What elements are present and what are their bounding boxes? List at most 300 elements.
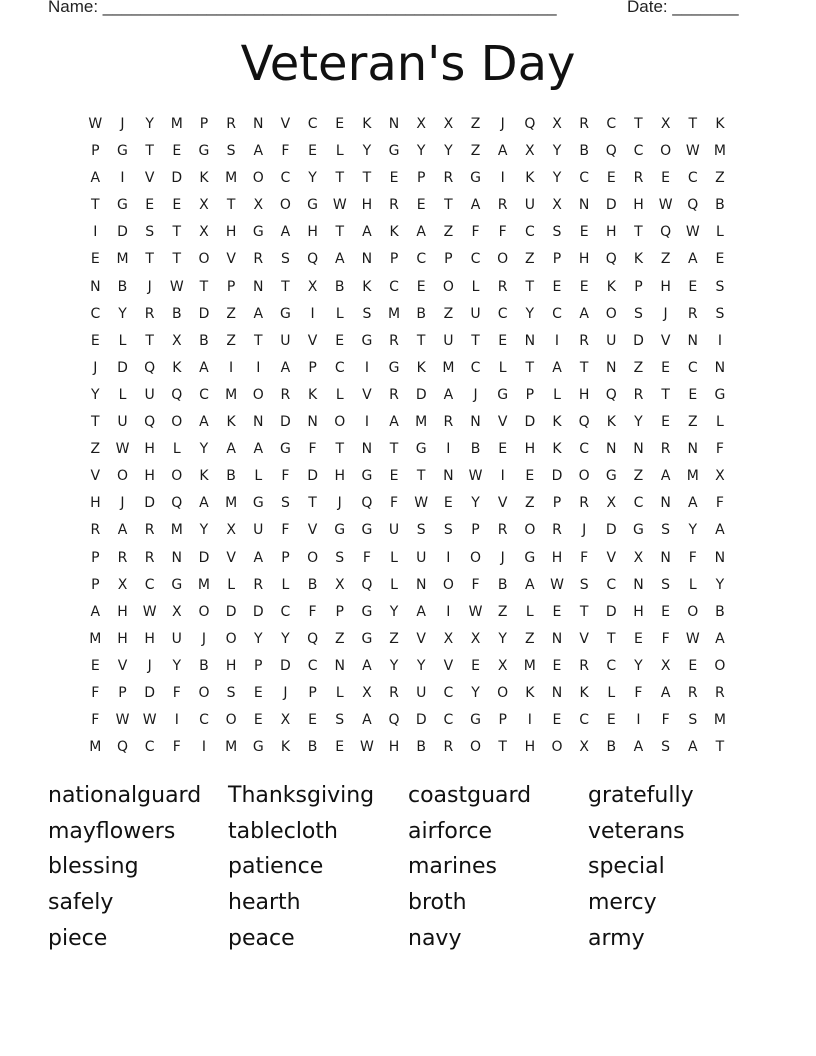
grid-letter[interactable]: D xyxy=(605,522,618,539)
grid-letter[interactable]: C xyxy=(552,305,563,322)
grid-letter[interactable]: H xyxy=(606,224,618,241)
grid-letter[interactable]: S xyxy=(280,251,291,268)
grid-letter[interactable]: B xyxy=(334,278,346,295)
grid-letter[interactable]: L xyxy=(118,332,127,349)
grid-letter[interactable]: T xyxy=(389,441,399,458)
grid-letter[interactable]: E xyxy=(253,684,264,701)
grid-letter[interactable]: O xyxy=(279,197,292,214)
grid-letter[interactable]: K xyxy=(416,359,427,376)
grid-letter[interactable]: D xyxy=(144,684,156,701)
grid-letter[interactable]: C xyxy=(199,712,210,729)
grid-letter[interactable]: F xyxy=(634,684,643,701)
grid-letter[interactable]: O xyxy=(442,278,455,295)
grid-letter[interactable]: J xyxy=(473,386,479,403)
grid-letter[interactable]: N xyxy=(687,441,699,458)
grid-letter[interactable]: B xyxy=(470,441,481,458)
grid-letter[interactable]: L xyxy=(716,414,725,431)
grid-letter[interactable]: B xyxy=(606,739,617,756)
grid-letter[interactable]: L xyxy=(390,549,399,566)
grid-letter[interactable]: K xyxy=(362,116,372,132)
grid-letter[interactable]: U xyxy=(416,549,427,566)
grid-letter[interactable]: A xyxy=(334,251,346,268)
grid-letter[interactable]: Q xyxy=(605,143,618,160)
grid-letter[interactable]: X xyxy=(715,468,726,485)
grid-letter[interactable]: E xyxy=(416,197,427,214)
grid-letter[interactable]: I xyxy=(636,712,642,729)
grid-letter[interactable]: N xyxy=(388,116,400,132)
grid-letter[interactable]: N xyxy=(633,576,645,593)
grid-letter[interactable]: A xyxy=(687,495,699,512)
grid-letter[interactable]: N xyxy=(551,684,563,701)
grid-letter[interactable]: J xyxy=(120,495,126,512)
grid-letter[interactable]: T xyxy=(199,278,209,295)
grid-letter[interactable]: E xyxy=(579,224,590,241)
grid-letter[interactable]: T xyxy=(145,143,155,160)
grid-letter[interactable]: A xyxy=(715,522,726,539)
grid-letter[interactable]: I xyxy=(554,332,560,349)
grid-letter[interactable]: R xyxy=(443,414,454,431)
grid-letter[interactable]: N xyxy=(660,549,672,566)
grid-letter[interactable]: E xyxy=(471,657,481,674)
grid-letter[interactable]: R xyxy=(90,522,101,539)
grid-letter[interactable]: O xyxy=(116,468,129,485)
grid-letter[interactable]: O xyxy=(470,739,482,756)
grid-letter[interactable]: P xyxy=(308,359,318,376)
grid-letter[interactable]: F xyxy=(661,630,671,647)
grid-letter[interactable]: V xyxy=(362,386,373,403)
grid-letter[interactable]: D xyxy=(633,332,645,349)
grid-letter[interactable]: A xyxy=(497,143,508,160)
grid-letter[interactable]: E xyxy=(90,332,101,349)
grid-letter[interactable]: F xyxy=(580,549,589,566)
grid-letter[interactable]: E xyxy=(661,359,671,376)
grid-letter[interactable]: G xyxy=(361,522,373,539)
grid-letter[interactable]: Y xyxy=(552,170,562,187)
grid-letter[interactable]: M xyxy=(170,522,184,539)
grid-letter[interactable]: O xyxy=(442,576,455,593)
grid-letter[interactable]: W xyxy=(468,468,483,485)
grid-letter[interactable]: Q xyxy=(116,739,129,756)
grid-letter[interactable]: L xyxy=(335,143,345,160)
grid-letter[interactable]: X xyxy=(579,739,590,756)
grid-letter[interactable]: F xyxy=(281,143,290,160)
grid-letter[interactable]: E xyxy=(552,278,562,295)
grid-letter[interactable]: H xyxy=(524,739,536,756)
grid-letter[interactable]: T xyxy=(362,170,372,187)
grid-letter[interactable]: I xyxy=(446,603,451,620)
grid-letter[interactable]: O xyxy=(497,684,509,701)
grid-letter[interactable]: E xyxy=(661,603,671,620)
grid-letter[interactable]: A xyxy=(280,359,291,376)
grid-letter[interactable]: V xyxy=(307,522,318,539)
grid-letter[interactable]: E xyxy=(606,712,617,729)
grid-letter[interactable]: Y xyxy=(253,630,264,647)
grid-letter[interactable]: E xyxy=(552,712,562,729)
grid-letter[interactable]: D xyxy=(307,468,319,485)
grid-letter[interactable]: Y xyxy=(552,143,562,160)
grid-letter[interactable]: K xyxy=(226,414,237,431)
grid-letter[interactable]: C xyxy=(579,712,590,729)
grid-letter[interactable]: Q xyxy=(361,576,373,593)
grid-letter[interactable]: U xyxy=(388,522,400,539)
grid-letter[interactable]: L xyxy=(525,603,535,620)
grid-letter[interactable]: R xyxy=(497,197,509,214)
grid-letter[interactable]: G xyxy=(252,224,265,241)
grid-letter[interactable]: L xyxy=(335,386,345,403)
grid-letter[interactable]: X xyxy=(525,143,536,160)
grid-letter[interactable]: X xyxy=(552,116,563,132)
grid-letter[interactable]: Z xyxy=(497,603,508,620)
grid-letter[interactable]: O xyxy=(225,712,238,729)
grid-letter[interactable]: H xyxy=(633,603,645,620)
grid-letter[interactable]: T xyxy=(281,278,291,295)
grid-letter[interactable]: V xyxy=(90,468,101,485)
grid-letter[interactable]: F xyxy=(362,549,372,566)
grid-letter[interactable]: U xyxy=(470,305,482,322)
grid-letter[interactable]: E xyxy=(335,739,345,756)
grid-letter[interactable]: D xyxy=(198,305,210,322)
grid-letter[interactable]: N xyxy=(470,414,482,431)
grid-letter[interactable]: Q xyxy=(388,712,401,729)
grid-letter[interactable]: T xyxy=(634,116,644,132)
grid-letter[interactable]: B xyxy=(117,278,128,295)
grid-letter[interactable]: I xyxy=(93,224,98,241)
grid-letter[interactable]: V xyxy=(497,495,508,512)
grid-letter[interactable]: W xyxy=(142,712,158,729)
grid-letter[interactable]: U xyxy=(524,197,536,214)
grid-letter[interactable]: R xyxy=(579,116,590,132)
grid-letter[interactable]: J xyxy=(500,116,506,132)
grid-letter[interactable]: B xyxy=(416,305,427,322)
grid-letter[interactable]: B xyxy=(171,305,183,322)
grid-letter[interactable]: T xyxy=(335,441,345,458)
grid-letter[interactable]: N xyxy=(253,116,264,132)
grid-letter[interactable]: N xyxy=(253,414,264,431)
grid-letter[interactable]: R xyxy=(253,251,264,268)
grid-letter[interactable]: W xyxy=(414,495,429,512)
grid-letter[interactable]: K xyxy=(199,170,210,187)
grid-letter[interactable]: H xyxy=(117,630,129,647)
grid-letter[interactable]: G xyxy=(307,197,319,214)
grid-letter[interactable]: Y xyxy=(444,143,454,160)
grid-letter[interactable]: E xyxy=(661,170,671,187)
grid-letter[interactable]: N xyxy=(171,549,183,566)
grid-letter[interactable]: Z xyxy=(470,143,481,160)
grid-letter[interactable]: G xyxy=(361,332,373,349)
grid-letter[interactable]: A xyxy=(579,305,590,322)
grid-letter[interactable]: R xyxy=(144,549,155,566)
grid-letter[interactable]: I xyxy=(446,549,451,566)
grid-letter[interactable]: F xyxy=(281,468,290,485)
grid-letter[interactable]: M xyxy=(225,495,238,512)
grid-letter[interactable]: K xyxy=(633,251,644,268)
grid-letter[interactable]: L xyxy=(281,576,290,593)
grid-letter[interactable]: R xyxy=(389,332,400,349)
grid-letter[interactable]: C xyxy=(470,359,481,376)
grid-letter[interactable]: H xyxy=(660,278,672,295)
grid-letter[interactable]: E xyxy=(498,332,508,349)
grid-letter[interactable]: X xyxy=(172,332,183,349)
grid-letter[interactable]: X xyxy=(443,116,454,132)
grid-letter[interactable]: H xyxy=(117,603,129,620)
grid-letter[interactable]: R xyxy=(226,116,237,132)
grid-letter[interactable]: O xyxy=(497,251,509,268)
grid-letter[interactable]: F xyxy=(91,684,100,701)
grid-letter[interactable]: G xyxy=(361,603,373,620)
grid-letter[interactable]: E xyxy=(443,495,454,512)
grid-letter[interactable]: N xyxy=(633,441,645,458)
grid-letter[interactable]: S xyxy=(226,684,237,701)
grid-letter[interactable]: H xyxy=(633,197,645,214)
grid-letter[interactable]: X xyxy=(117,576,128,593)
grid-letter[interactable]: R xyxy=(389,386,400,403)
grid-letter[interactable]: T xyxy=(172,224,182,241)
grid-letter[interactable]: Q xyxy=(687,197,699,214)
grid-letter[interactable]: F xyxy=(390,495,399,512)
grid-letter[interactable]: G xyxy=(334,522,346,539)
grid-letter[interactable]: K xyxy=(525,684,535,701)
grid-letter[interactable]: T xyxy=(715,739,725,756)
grid-letter[interactable]: X xyxy=(199,197,210,214)
grid-letter[interactable]: X xyxy=(470,630,481,647)
grid-letter[interactable]: K xyxy=(552,441,563,458)
grid-letter[interactable]: A xyxy=(117,522,128,539)
grid-letter[interactable]: F xyxy=(471,576,481,593)
grid-letter[interactable]: G xyxy=(361,468,373,485)
grid-letter[interactable]: B xyxy=(715,603,726,620)
grid-letter[interactable]: E xyxy=(416,278,427,295)
grid-letter[interactable]: H xyxy=(578,251,590,268)
grid-letter[interactable]: X xyxy=(253,197,264,214)
grid-letter[interactable]: Z xyxy=(470,116,481,132)
grid-letter[interactable]: O xyxy=(198,603,210,620)
grid-letter[interactable]: O xyxy=(171,468,183,485)
grid-letter[interactable]: C xyxy=(199,386,210,403)
grid-letter[interactable]: G xyxy=(415,441,428,458)
grid-letter[interactable]: Z xyxy=(226,332,237,349)
grid-letter[interactable]: V xyxy=(579,630,590,647)
grid-letter[interactable]: P xyxy=(444,251,454,268)
grid-letter[interactable]: K xyxy=(715,116,726,132)
grid-letter[interactable]: C xyxy=(443,684,454,701)
grid-letter[interactable]: G xyxy=(605,468,618,485)
grid-letter[interactable]: Y xyxy=(471,684,481,701)
grid-letter[interactable]: N xyxy=(415,576,427,593)
grid-letter[interactable]: W xyxy=(685,143,701,160)
grid-letter[interactable]: I xyxy=(174,712,180,729)
grid-letter[interactable]: J xyxy=(147,657,153,674)
grid-letter[interactable]: G xyxy=(252,739,265,756)
grid-letter[interactable]: T xyxy=(525,278,535,295)
grid-letter[interactable]: F xyxy=(281,522,290,539)
grid-letter[interactable]: Y xyxy=(308,170,318,187)
grid-letter[interactable]: G xyxy=(714,386,726,403)
grid-letter[interactable]: N xyxy=(443,468,455,485)
grid-letter[interactable]: T xyxy=(253,332,264,349)
grid-letter[interactable]: V xyxy=(280,116,291,132)
grid-letter[interactable]: K xyxy=(525,170,535,187)
grid-letter[interactable]: R xyxy=(687,684,699,701)
grid-letter[interactable]: E xyxy=(90,657,101,674)
grid-letter[interactable]: E xyxy=(606,170,617,187)
grid-letter[interactable]: V xyxy=(226,251,237,268)
grid-letter[interactable]: Y xyxy=(416,657,426,674)
grid-letter[interactable]: Y xyxy=(688,522,698,539)
grid-letter[interactable]: C xyxy=(579,170,590,187)
grid-letter[interactable]: Q xyxy=(171,495,183,512)
grid-letter[interactable]: E xyxy=(389,468,399,485)
grid-letter[interactable]: M xyxy=(388,305,401,322)
grid-letter[interactable]: L xyxy=(227,576,236,593)
grid-letter[interactable]: P xyxy=(91,549,101,566)
grid-letter[interactable]: J xyxy=(147,278,153,295)
grid-letter[interactable]: A xyxy=(416,603,427,620)
grid-letter[interactable]: O xyxy=(578,468,591,485)
grid-letter[interactable]: M xyxy=(686,468,700,485)
grid-letter[interactable]: E xyxy=(552,603,562,620)
grid-letter[interactable]: D xyxy=(280,414,292,431)
grid-letter[interactable]: C xyxy=(633,143,644,160)
grid-letter[interactable]: N xyxy=(361,441,373,458)
grid-letter[interactable]: Z xyxy=(525,630,536,647)
grid-letter[interactable]: T xyxy=(525,359,535,376)
grid-letter[interactable]: S xyxy=(661,739,671,756)
grid-letter[interactable]: A xyxy=(253,441,264,458)
grid-letter[interactable]: B xyxy=(307,576,318,593)
grid-letter[interactable]: Q xyxy=(578,414,591,431)
grid-letter[interactable]: N xyxy=(524,332,536,349)
grid-letter[interactable]: G xyxy=(117,197,129,214)
grid-letter[interactable]: N xyxy=(714,549,726,566)
grid-letter[interactable]: B xyxy=(199,657,210,674)
grid-letter[interactable]: H xyxy=(144,630,156,647)
grid-letter[interactable]: C xyxy=(687,170,699,187)
grid-letter[interactable]: P xyxy=(118,684,128,701)
grid-letter[interactable]: M xyxy=(442,359,455,376)
grid-letter[interactable]: T xyxy=(634,224,644,241)
grid-letter[interactable]: X xyxy=(443,630,454,647)
grid-letter[interactable]: M xyxy=(225,386,238,403)
grid-letter[interactable]: B xyxy=(497,576,508,593)
grid-letter[interactable]: Y xyxy=(281,630,291,647)
grid-letter[interactable]: B xyxy=(579,143,590,160)
grid-letter[interactable]: U xyxy=(416,684,427,701)
grid-letter[interactable]: U xyxy=(606,332,617,349)
grid-letter[interactable]: Y xyxy=(715,576,725,593)
grid-letter[interactable]: H xyxy=(144,468,156,485)
grid-letter[interactable]: O xyxy=(660,143,672,160)
grid-letter[interactable]: B xyxy=(226,468,237,485)
grid-letter[interactable]: Y xyxy=(145,116,155,132)
grid-letter[interactable]: N xyxy=(334,657,346,674)
grid-letter[interactable]: E xyxy=(308,143,318,160)
grid-letter[interactable]: K xyxy=(280,739,291,756)
grid-letter[interactable]: O xyxy=(225,630,238,647)
grid-letter[interactable]: D xyxy=(144,495,156,512)
grid-letter[interactable]: D xyxy=(117,359,129,376)
grid-letter[interactable]: D xyxy=(171,170,183,187)
grid-letter[interactable]: J xyxy=(283,684,288,701)
grid-letter[interactable]: S xyxy=(280,495,291,512)
grid-letter[interactable]: E xyxy=(172,197,182,214)
grid-letter[interactable]: D xyxy=(280,657,292,674)
grid-letter[interactable]: R xyxy=(144,522,155,539)
grid-letter[interactable]: G xyxy=(198,143,210,160)
grid-letter[interactable]: K xyxy=(389,224,400,241)
grid-letter[interactable]: O xyxy=(252,170,265,187)
grid-letter[interactable]: D xyxy=(117,224,129,241)
grid-letter[interactable]: N xyxy=(253,278,264,295)
grid-letter[interactable]: X xyxy=(307,278,318,295)
grid-letter[interactable]: W xyxy=(142,603,158,620)
grid-letter[interactable]: O xyxy=(524,522,536,539)
grid-letter[interactable]: Z xyxy=(443,305,454,322)
grid-letter[interactable]: L xyxy=(471,278,480,295)
grid-letter[interactable]: I xyxy=(527,712,533,729)
grid-letter[interactable]: C xyxy=(443,712,454,729)
grid-letter[interactable]: E xyxy=(172,143,182,160)
grid-letter[interactable]: O xyxy=(198,684,210,701)
grid-letter[interactable]: A xyxy=(687,739,699,756)
grid-letter[interactable]: X xyxy=(416,116,427,132)
grid-letter[interactable]: Y xyxy=(172,657,182,674)
grid-letter[interactable]: K xyxy=(307,386,318,403)
grid-letter[interactable]: B xyxy=(715,197,726,214)
grid-letter[interactable]: C xyxy=(280,170,291,187)
grid-letter[interactable]: D xyxy=(524,414,536,431)
grid-letter[interactable]: C xyxy=(307,657,318,674)
grid-letter[interactable]: T xyxy=(579,603,589,620)
grid-letter[interactable]: Y xyxy=(471,495,481,512)
grid-letter[interactable]: S xyxy=(335,549,345,566)
grid-letter[interactable]: X xyxy=(172,603,183,620)
grid-letter[interactable]: C xyxy=(307,116,318,132)
grid-letter[interactable]: T xyxy=(308,495,318,512)
grid-letter[interactable]: M xyxy=(713,712,727,729)
grid-letter[interactable]: A xyxy=(389,414,400,431)
grid-letter[interactable]: U xyxy=(253,522,264,539)
grid-letter[interactable]: H xyxy=(334,468,346,485)
grid-letter[interactable]: E xyxy=(389,170,399,187)
grid-letter[interactable]: S xyxy=(335,712,345,729)
grid-letter[interactable]: A xyxy=(633,739,644,756)
grid-letter[interactable]: S xyxy=(443,522,454,539)
grid-letter[interactable]: S xyxy=(416,522,427,539)
grid-letter[interactable]: G xyxy=(361,630,373,647)
grid-letter[interactable]: K xyxy=(552,414,563,431)
grid-letter[interactable]: H xyxy=(90,495,102,512)
grid-letter[interactable]: R xyxy=(687,305,699,322)
grid-letter[interactable]: B xyxy=(199,332,210,349)
grid-letter[interactable]: I xyxy=(120,170,126,187)
grid-letter[interactable]: S xyxy=(688,712,698,729)
grid-letter[interactable]: E xyxy=(688,386,698,403)
grid-letter[interactable]: K xyxy=(579,684,590,701)
grid-letter[interactable]: G xyxy=(470,712,482,729)
grid-letter[interactable]: Z xyxy=(525,495,536,512)
grid-letter[interactable]: P xyxy=(552,251,562,268)
grid-letter[interactable]: V xyxy=(606,549,617,566)
grid-letter[interactable]: X xyxy=(280,712,291,729)
grid-letter[interactable]: N xyxy=(606,441,618,458)
grid-letter[interactable]: H xyxy=(388,739,400,756)
grid-letter[interactable]: R xyxy=(144,305,155,322)
grid-letter[interactable]: G xyxy=(117,143,129,160)
grid-letter[interactable]: T xyxy=(91,414,101,431)
grid-letter[interactable]: E xyxy=(688,278,698,295)
grid-letter[interactable]: C xyxy=(687,359,699,376)
grid-letter[interactable]: Y xyxy=(199,441,209,458)
